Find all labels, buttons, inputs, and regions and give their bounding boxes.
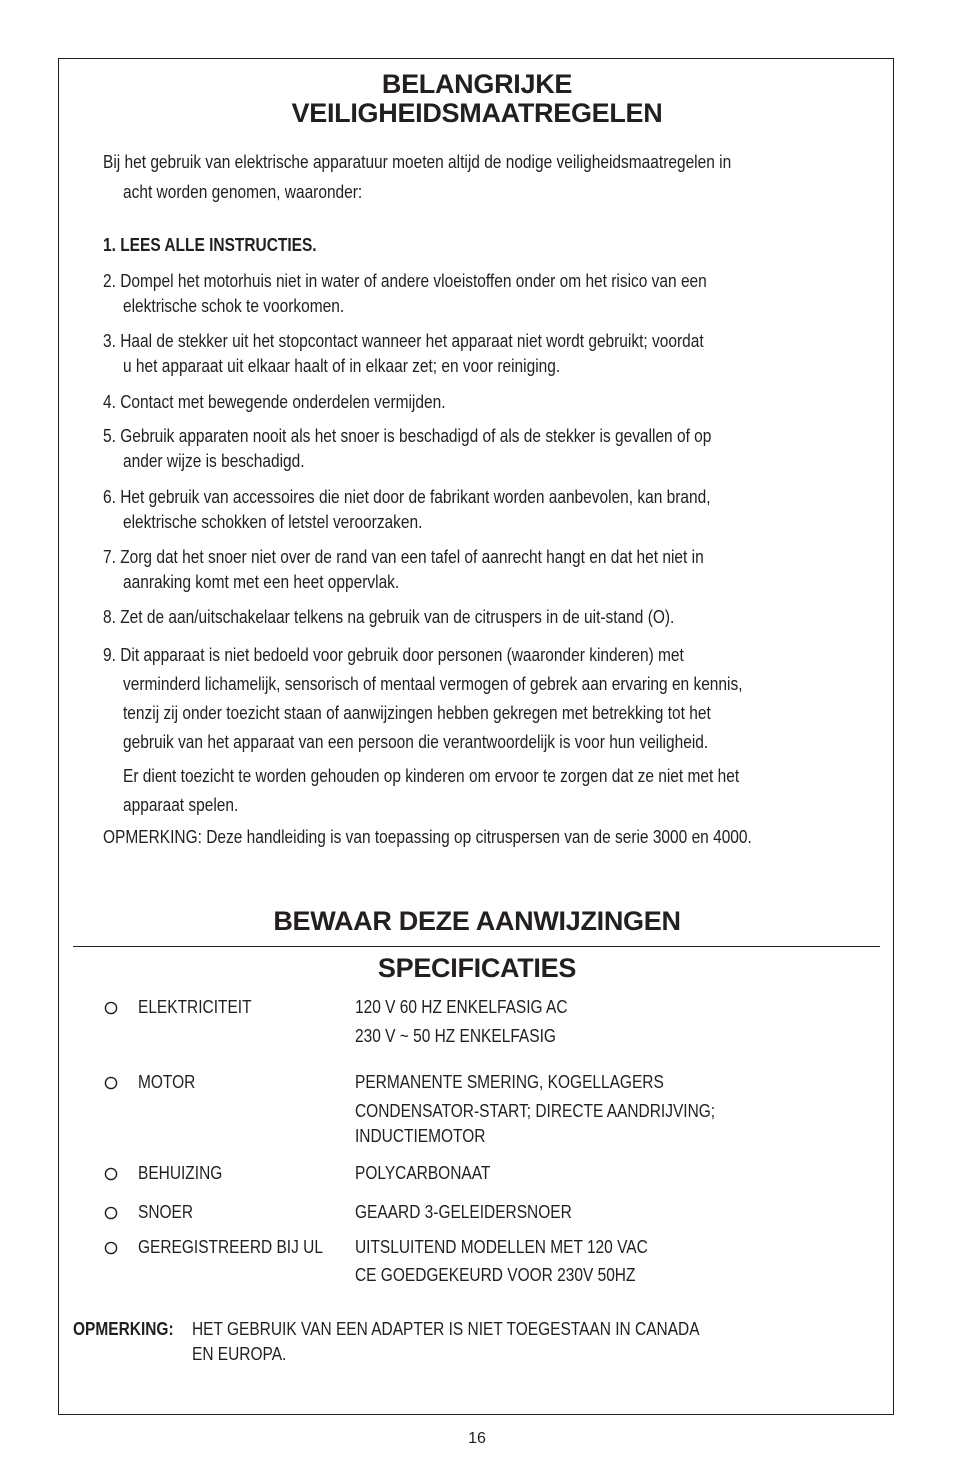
item-9-line-3: tenzij zij onder toezicht staan of aanwijzingen hebben gekregen met betrekking tot het bbox=[123, 703, 711, 723]
spec-value: INDUCTIEMOTOR bbox=[355, 1126, 486, 1146]
specifications-heading: SPECIFICATIES bbox=[377, 953, 577, 983]
spec-label: BEHUIZING bbox=[138, 1163, 223, 1183]
circle-bullet-icon bbox=[104, 1076, 118, 1090]
item-1-line-1: 1. LEES ALLE INSTRUCTIES. bbox=[103, 235, 317, 255]
item-5-line-1: 5. Gebruik apparaten nooit als het snoer is beschadigd of als de stekker is gevallen of op bbox=[103, 426, 712, 446]
item-6-line-1: 6. Het gebruik van accessoires die niet door de fabrikant worden aanbevolen, kan brand, bbox=[103, 487, 711, 507]
item-3-line-2: u het apparaat uit elkaar haalt of in elkaar zet; en voor reiniging. bbox=[123, 356, 561, 376]
spec-label: ELEKTRICITEIT bbox=[138, 997, 252, 1017]
adapter-note-label: OPMERKING: bbox=[73, 1319, 174, 1339]
intro-line-2: acht worden genomen, waaronder: bbox=[123, 182, 363, 202]
adapter-note-line-2: EN EUROPA. bbox=[192, 1344, 287, 1364]
supervision-line-2: apparaat spelen. bbox=[123, 795, 239, 815]
spec-value: POLYCARBONAAT bbox=[355, 1163, 491, 1183]
item-2-line-2: elektrische schok te voorkomen. bbox=[123, 296, 345, 316]
circle-bullet-icon bbox=[104, 1206, 118, 1220]
circle-bullet-icon bbox=[104, 1167, 118, 1181]
heading-line-1: BELANGRIJKE bbox=[381, 69, 573, 99]
spec-label: GEREGISTREERD BIJ UL bbox=[138, 1237, 323, 1257]
save-instructions-heading: BEWAAR DEZE AANWIJZINGEN bbox=[273, 906, 681, 936]
spec-value: UITSLUITEND MODELLEN MET 120 VAC bbox=[355, 1237, 648, 1257]
item-4-line-1: 4. Contact met bewegende onderdelen vermijden. bbox=[103, 392, 446, 412]
item-9-line-4: gebruik van het apparaat van een persoon die verantwoordelijk is voor hun veiligheid. bbox=[123, 732, 709, 752]
spec-value: 120 V 60 HZ ENKELFASIG AC bbox=[355, 997, 568, 1017]
item-2-line-1: 2. Dompel het motorhuis niet in water of andere vloeistoffen onder om het risico van een bbox=[103, 271, 707, 291]
series-note-text: OPMERKING: Deze handleiding is van toepassing op citruspersen van de serie 3000 en 4000. bbox=[103, 827, 752, 847]
spec-value: 230 V ~ 50 HZ ENKELFASIG bbox=[355, 1026, 556, 1046]
item-9-line-2: verminderd lichamelijk, sensorisch of mentaal vermogen of gebrek aan ervaring en kennis, bbox=[123, 674, 743, 694]
heading-line-2: VEILIGHEIDSMAATREGELEN bbox=[291, 98, 663, 128]
item-8-line-1: 8. Zet de aan/uitschakelaar telkens na gebruik van de citruspers in de uit-stand (O). bbox=[103, 607, 675, 627]
page-number: 16 bbox=[468, 1430, 486, 1447]
spec-label: SNOER bbox=[138, 1202, 194, 1222]
supervision-line-1: Er dient toezicht te worden gehouden op kinderen om ervoor te zorgen dat ze niet met het bbox=[123, 766, 740, 786]
circle-bullet-icon bbox=[104, 1001, 118, 1015]
adapter-note-line-1: HET GEBRUIK VAN EEN ADAPTER IS NIET TOEGESTAAN IN CANADA bbox=[192, 1319, 700, 1339]
section-divider bbox=[73, 946, 880, 947]
circle-bullet-icon bbox=[104, 1241, 118, 1255]
spec-label: MOTOR bbox=[138, 1072, 196, 1092]
item-7-line-2: aanraking komt met een heet oppervlak. bbox=[123, 572, 400, 592]
spec-value: CE GOEDGEKEURD VOOR 230V 50HZ bbox=[355, 1265, 636, 1285]
spec-value: PERMANENTE SMERING, KOGELLAGERS bbox=[355, 1072, 664, 1092]
spec-value: GEAARD 3-GELEIDERSNOER bbox=[355, 1202, 572, 1222]
item-6-line-2: elektrische schokken of letstel veroorzaken. bbox=[123, 512, 423, 532]
item-7-line-1: 7. Zorg dat het snoer niet over de rand van een tafel of aanrecht hangt en dat het niet in bbox=[103, 547, 704, 567]
item-3-line-1: 3. Haal de stekker uit het stopcontact wanneer het apparaat niet wordt gebruikt; voordat bbox=[103, 331, 704, 351]
item-9-line-1: 9. Dit apparaat is niet bedoeld voor gebruik door personen (waaronder kinderen) met bbox=[103, 645, 684, 665]
item-5-line-2: ander wijze is beschadigd. bbox=[123, 451, 305, 471]
intro-line-1: Bij het gebruik van elektrische apparatuur moeten altijd de nodige veiligheidsmaatregelen in bbox=[103, 152, 732, 172]
spec-value: CONDENSATOR-START; DIRECTE AANDRIJVING; bbox=[355, 1101, 716, 1121]
